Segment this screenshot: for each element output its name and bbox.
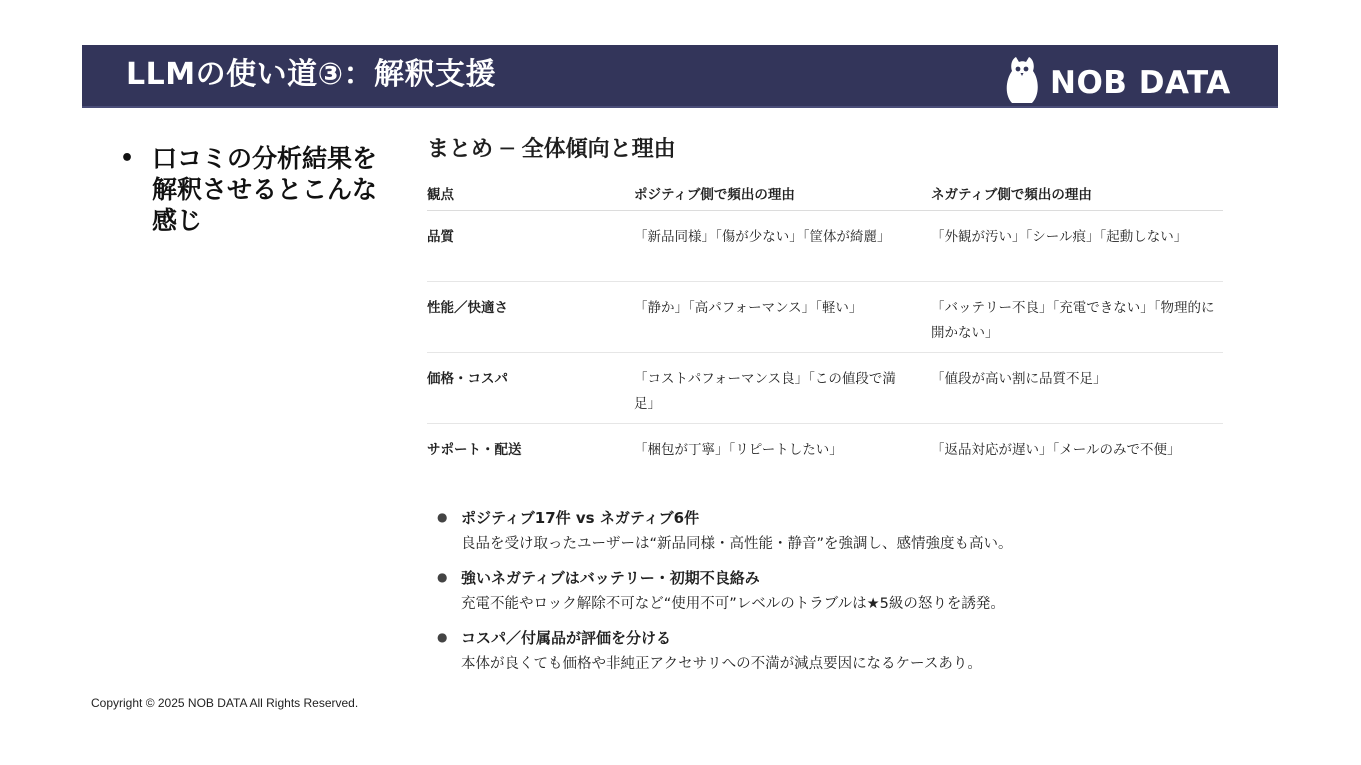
bullet-icon: ● [437,510,448,524]
bullet-icon: ● [437,570,448,584]
table-row [427,281,1223,352]
table-row [427,210,1223,281]
cell-positive: 「新品同様」「傷が少ない」「筐体が綺麗」 [634,210,931,281]
cell-aspect: サポート・配送 [427,441,522,458]
cell-negative: 「外観が汚い」「シール痕」「起動しない」 [931,210,1223,281]
logo-text: NOB DATA [1050,65,1231,101]
left-bullet-list [120,143,380,236]
list-item [437,626,1217,677]
note-heading: ポジティブ17件 vs ネガティブ6件 [461,509,700,527]
column-header-aspect: 観点 [427,176,634,210]
logo [1002,55,1231,103]
copyright-text: Copyright © 2025 NOB DATA All Rights Reserved. [91,696,359,710]
left-bullet-text: 口コミの分析結果を解釈させるとこんな感じ [152,144,378,235]
slide-title: LLMの使い道③：解釈支援 [126,57,496,92]
cell-negative: 「値段が高い割に品質不足」 [931,352,1223,423]
cell-aspect: 価格・コスパ [427,352,634,423]
list-item [437,506,1217,557]
cell-aspect: 品質 [427,210,634,281]
cell-aspect: 性能／快適さ [427,281,634,352]
cell-positive: 「コストパフォーマンス良」「この値段で満足」 [634,352,931,423]
list-item [437,566,1217,617]
bullet-icon: • [120,146,135,171]
summary-table [427,176,1223,494]
note-heading: 強いネガティブはバッテリー・初期不良絡み [461,569,760,587]
summary-panel [405,118,1255,698]
table-row [427,423,1223,494]
summary-notes [437,506,1217,686]
cell-positive: 「静か」「高パフォーマンス」「軽い」 [634,281,931,352]
note-body: 充電不能やロック解除不可など“使用不可”レベルのトラブルは★5級の怒りを誘発。 [461,596,1005,612]
cell-negative: 「返品対応が遅い」「メールのみで不便」 [931,441,1181,458]
summary-title: まとめ ─ 全体傾向と理由 [427,137,676,162]
column-header-negative: ネガティブ側で頻出の理由 [931,176,1223,210]
bullet-icon: ● [437,630,448,644]
note-body: 本体が良くても価格や非純正アクセサリへの不満が減点要因になるケースあり。 [461,656,982,672]
column-header-positive: ポジティブ側で頻出の理由 [634,176,931,210]
note-heading: コスパ／付属品が評価を分ける [461,629,672,647]
table-row [427,352,1223,423]
left-bullet-item [120,143,380,236]
table-header-row [427,176,1223,210]
header-bar [82,45,1278,108]
cell-negative: 「バッテリー不良」「充電できない」「物理的に開かない」 [931,281,1223,352]
note-body: 良品を受け取ったユーザーは“新品同様・高性能・静音”を強調し、感情強度も高い。 [461,536,1013,552]
cell-positive: 「梱包が丁寧」「リピートしたい」 [634,441,843,458]
owl-logo-icon [1002,55,1042,103]
